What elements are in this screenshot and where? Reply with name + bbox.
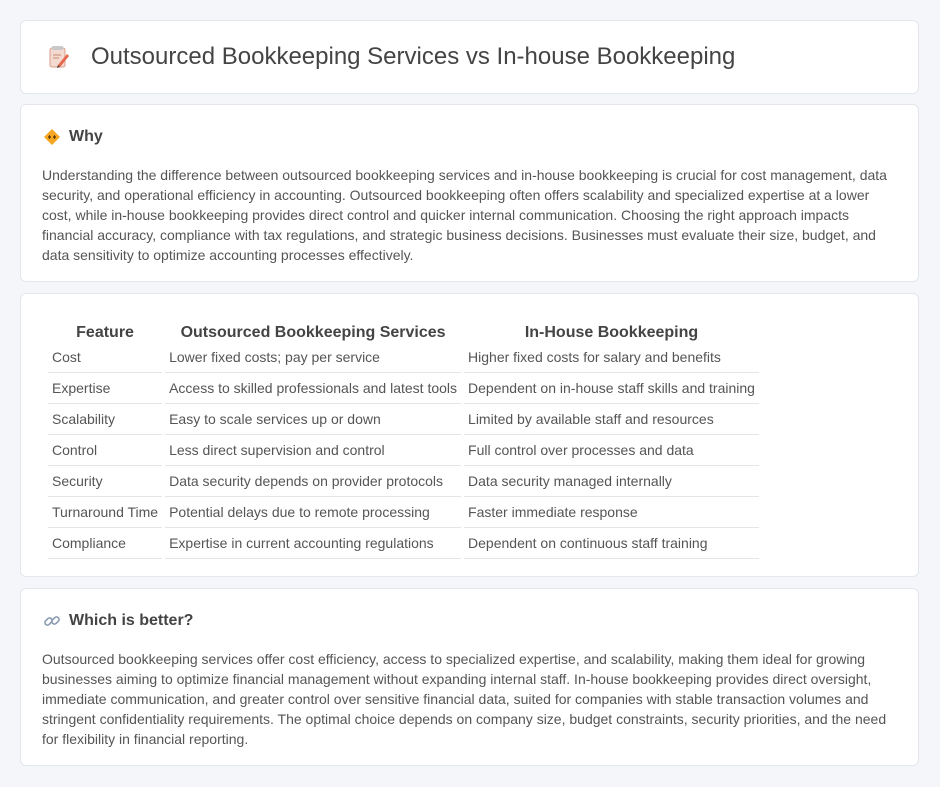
- cell-feature: Control: [48, 435, 162, 466]
- table-row: [48, 466, 759, 497]
- cell-in-house: Faster immediate response: [464, 497, 759, 528]
- cell-in-house: Dependent on continuous staff training: [464, 528, 759, 559]
- comparison-table: [45, 316, 762, 559]
- why-heading: Why: [69, 128, 103, 145]
- title-row: [21, 21, 918, 93]
- table-header-row: [48, 316, 759, 342]
- diamond-sign-icon: [43, 128, 61, 146]
- why-section: [20, 104, 919, 282]
- cell-feature: Expertise: [48, 373, 162, 404]
- table-row: [48, 404, 759, 435]
- cell-feature: Security: [48, 466, 162, 497]
- cell-outsourced: Data security depends on provider protocols: [165, 466, 461, 497]
- better-text: Outsourced bookkeeping services offer cost efficiency, access to specialized expertise, and scalability, making them ideal for growing businesses aiming to optimize financial management without expanding internal staff. In-house bookkeeping provides direct oversight, immediate communication, and greater control over sensitive financial data, suited for companies with stable transaction volumes and stringent confidentiality requirements. The optimal choice depends on company size, budget constraints, security priorities, and the need for flexibility in financial reporting.: [42, 651, 887, 747]
- table-row: [48, 342, 759, 373]
- notepad-pencil-icon: [48, 45, 70, 69]
- cell-outsourced: Access to skilled professionals and latest tools: [165, 373, 461, 404]
- header-feature: Feature: [76, 324, 134, 341]
- cell-in-house: Higher fixed costs for salary and benefits: [464, 342, 759, 373]
- cell-outsourced: Easy to scale services up or down: [165, 404, 461, 435]
- cell-feature: Compliance: [48, 528, 162, 559]
- header-in-house: In-House Bookkeeping: [524, 324, 699, 341]
- table-row: [48, 528, 759, 559]
- why-heading-row: [43, 128, 103, 146]
- table-row: [48, 435, 759, 466]
- which-better-section: [20, 588, 919, 766]
- cell-outsourced: Less direct supervision and control: [165, 435, 461, 466]
- cell-in-house: Data security managed internally: [464, 466, 759, 497]
- why-text: Understanding the difference between outsourced bookkeeping services and in-house bookkeeping is crucial for cost management, data security, and operational efficiency in accounting. Outsourced bookkeeping often offers scalability and specialized expertise at a lower cost, while in-house bookkeeping provides direct control and quicker internal communication. Choosing the right approach impacts financial accuracy, compliance with tax regulations, and strategic business decisions. Businesses must evaluate their size, budget, and data sensitivity to optimize accounting processes effectively.: [42, 167, 887, 263]
- page-title: Outsourced Bookkeeping Services vs In-house Bookkeeping: [91, 43, 736, 70]
- cell-outsourced: Expertise in current accounting regulations: [165, 528, 461, 559]
- better-heading: Which is better?: [69, 612, 194, 629]
- cell-in-house: Dependent on in-house staff skills and training: [464, 373, 759, 404]
- table-row: [48, 497, 759, 528]
- header-outsourced: Outsourced Bookkeeping Services: [180, 324, 446, 341]
- better-heading-row: [43, 612, 193, 630]
- comparison-section: [20, 293, 919, 577]
- cell-outsourced: Potential delays due to remote processing: [165, 497, 461, 528]
- title-card: [20, 20, 919, 94]
- link-icon: [43, 612, 61, 630]
- cell-in-house: Full control over processes and data: [464, 435, 759, 466]
- table-row: [48, 373, 759, 404]
- cell-feature: Scalability: [48, 404, 162, 435]
- cell-feature: Turnaround Time: [48, 497, 162, 528]
- cell-in-house: Limited by available staff and resources: [464, 404, 759, 435]
- cell-outsourced: Lower fixed costs; pay per service: [165, 342, 461, 373]
- cell-feature: Cost: [48, 342, 162, 373]
